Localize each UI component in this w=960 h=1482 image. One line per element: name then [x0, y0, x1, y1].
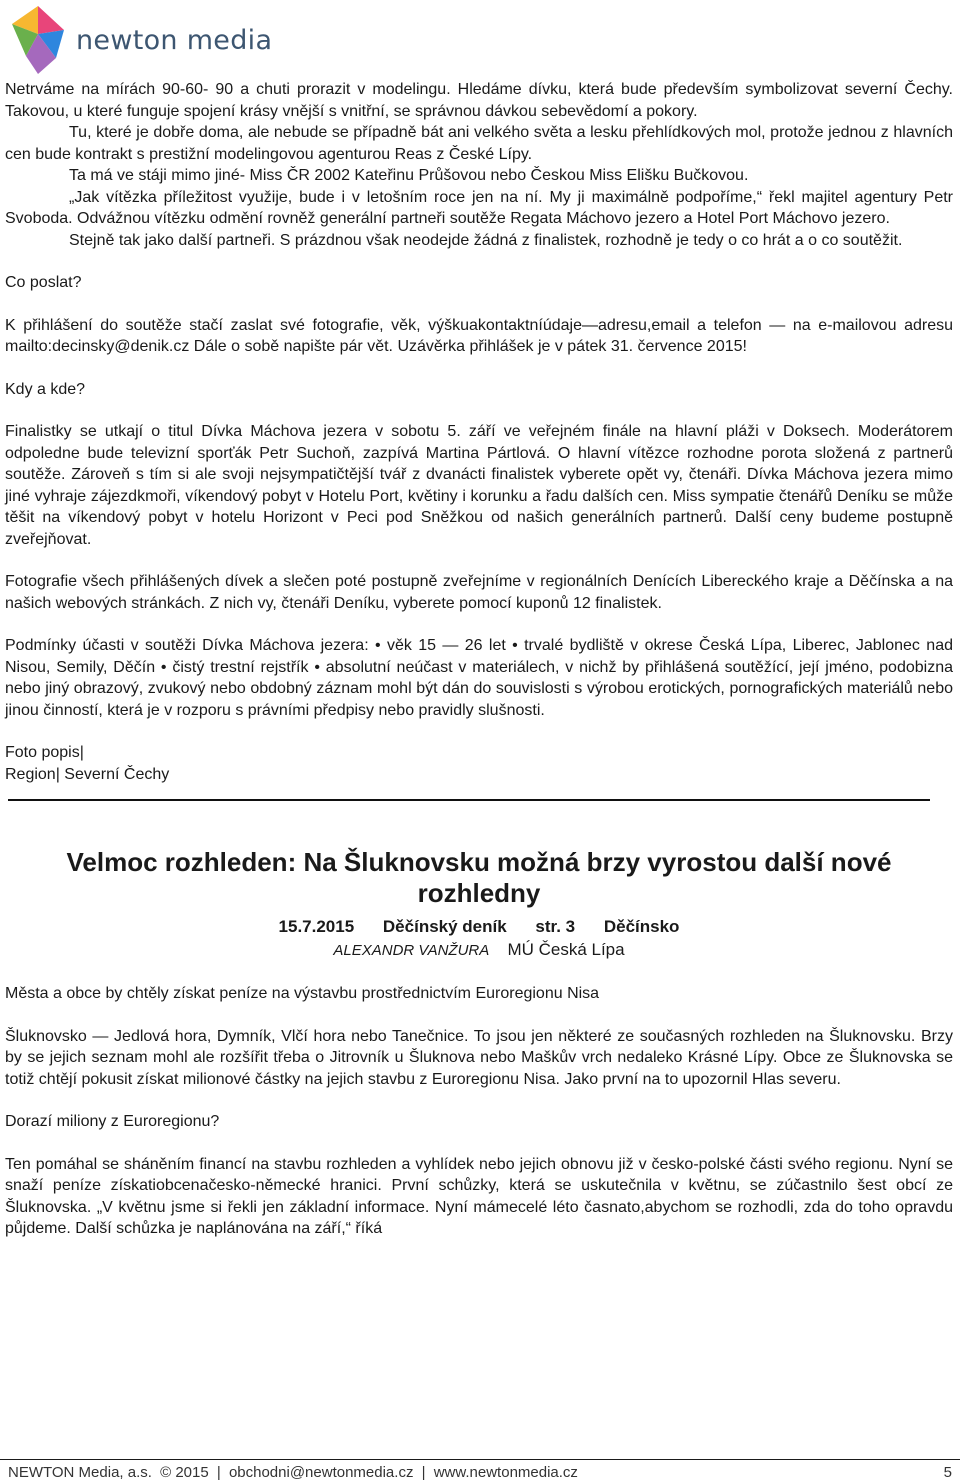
footer-company: NEWTON Media, a.s.: [8, 1464, 152, 1481]
article-author: ALEXANDR VANŽURA: [333, 942, 490, 959]
article-date: 15.7.2015: [278, 917, 355, 936]
paragraph: Podmínky účasti v soutěži Dívka Máchova jezera: • věk 15 — 26 let • trvalé bydliště v okrese Česká Lípa, Liberec, Jablonec nad Nisou, Semily, Děčín • čistý trestní rejstřík • absolutní neúčast v materiálech, v nichž by přihlášená soutěžící, její jméno, podobizna nebo jiný obrazový, zvukový nebo obdobný záznam mohl být dán do souvislosti s výrobou erotických, pornografických materiálů nebo jinou činností, která je v rozporu s právními předpisy nebo pravidly slušnosti.: [5, 637, 953, 719]
document-body: [5, 79, 953, 1240]
paragraph: Netrváme na mírách 90-60- 90 a chuti prorazit v modelingu. Hledáme dívku, která bude především symbolizovat severní Čechy. Takovou, u které funguje spojení krásy vnější s vnitřní, se správnou dávkou sebevědomí a pokory.: [5, 81, 953, 120]
paragraph: Tu, které je dobře doma, ale nebude se případně bát ani velkého světa a lesku přehlídkových mol, protože jednou z hlavních cen bude kontrakt s prestižní modelingovou agenturou Reas z České Lípy.: [5, 124, 953, 163]
paragraph: Stejně tak jako další partneři. S prázdnou však neodejde žádná z finalistek, rozhodně je tedy o co hrát a o co soutěžit.: [69, 231, 903, 249]
lead-paragraph: Města a obce by chtěly získat peníze na výstavbu prostřednictvím Euroregionu Nisa: [5, 985, 600, 1002]
article-meta: [5, 917, 953, 937]
section-divider: [8, 799, 930, 801]
article-region: Děčínsko: [603, 917, 680, 936]
paragraph: Šluknovsko — Jedlová hora, Dymník, Vlčí hora nebo Tanečnice. To jsou jen některé ze současných rozhleden na Šluknovsku. Brzy by se jejich seznam mohl ale rozšířit třeba o Jitrovník u Šluknova nebo Maškův vrch nedaleko Krásné Lípy. Obce ze Šluknovska se totiž chtějí pokusit získat milionové částky na jejich stavbu z Euroregionu Nisa. Jako první na to upozornil Hlas severu.: [5, 1027, 953, 1088]
photo-caption: Foto popis|: [5, 744, 84, 761]
article-origin: MÚ Česká Lípa: [507, 940, 625, 959]
paragraph: K přihlášení do soutěže stačí zaslat své fotografie, věk, výškuakontaktníúdaje—adresu,email a telefon — na e-mailovou adresu mailto:decinsky@denik.cz Dále o sobě napište pár vět. Uzávěrka přihlášek je v pátek 31. července 2015!: [5, 316, 953, 355]
article-page: str. 3: [535, 917, 576, 936]
footer-email-link[interactable]: obchodni@newtonmedia.cz: [228, 1464, 414, 1481]
paragraph: „Jak vítězka příležitost využije, bude i v letošním roce jen na ní. My ji maximálně podpoříme,“ řekl majitel agentury Petr Svoboda. Odvážnou vítězku odmění rovněž generální partneři soutěže Regata Máchovo jezero a Hotel Port Máchovo jezero.: [5, 188, 953, 227]
logo-text: newton media: [76, 24, 273, 56]
page-footer: NEWTON Media, a.s. © 2015 | obchodni@newtonmedia.cz | www.newtonmedia.cz 5: [0, 1459, 960, 1482]
subheading: Dorazí miliony z Euroregionu?: [5, 1113, 220, 1130]
paragraph: Fotografie všech přihlášených dívek a slečen poté postupně zveřejníme v regionálních Denících Libereckého kraje a Děčínska a na našich webových stránkách. Z nich vy, čtenáři Deníku, vyberete pomocí kuponů 12 finalistek.: [5, 573, 953, 612]
paragraph: Finalistky se utkají o titul Dívka Máchova jezera v sobotu 5. září ve veřejném finále na hlavní pláži v Doksech. Moderátorem odpoledne bude televizní sporťák Petr Suchoň, zazpívá Martina Pártlová. O hlavní vítězce rozhodne porota složená z partnerů soutěže. Zároveň s tím si ale svoji nejsympatičtější tvář z dvanácti finalistek vyberete opět vy, čtenáři. Dívka Máchova jezera mimo jiné vyhraje zájezdkmoři, víkendový pobyt v Hotelu Port, květiny i korunku a řadu dalších cen. Miss sympatie čtenářů Deníku se může těšit na víkendový pobyt v hotelu Horizont v Peci pod Sněžkou od našich generálních partnerů. Další ceny budeme postupně zveřejňovat.: [5, 423, 953, 548]
paragraph: Ten pomáhal se sháněním financí na stavbu rozhleden a vyhlídek nebo jejich obnovu již v česko-polské části svého regionu. Nyní se snaží peníze získatiobcenačesko-německé hranici. První schůzky, která se uskutečnila v květnu, se zúčastnilo šest obcí ze Šluknovska. „V květnu jsme si řekli jen základní informace. Nyní mámecelé léto časnato,abychom se rozhodli, zda do toho opravdu půjdeme. Další schůzka je naplánována na září,“ říká: [5, 1155, 953, 1237]
newton-logo-icon: [4, 4, 72, 76]
subheading: Kdy a kde?: [5, 380, 86, 398]
article-byline: [5, 939, 953, 962]
footer-website-link[interactable]: www.newtonmedia.cz: [433, 1464, 578, 1481]
article-title: Velmoc rozhleden: Na Šluknovsku možná brzy vyrostou další nové rozhledny: [66, 847, 892, 908]
subheading: Co poslat?: [5, 274, 82, 291]
article-source: Děčínský deník: [382, 917, 507, 936]
paragraph: Ta má ve stáji mimo jiné- Miss ČR 2002 Kateřinu Průšovou nebo Českou Miss Elišku Bučkovou.: [69, 167, 749, 184]
newton-media-logo: [4, 4, 272, 76]
footer-copyright: © 2015: [160, 1464, 209, 1481]
page-number: 5: [943, 1464, 952, 1481]
region-label: Region| Severní Čechy: [5, 765, 170, 783]
